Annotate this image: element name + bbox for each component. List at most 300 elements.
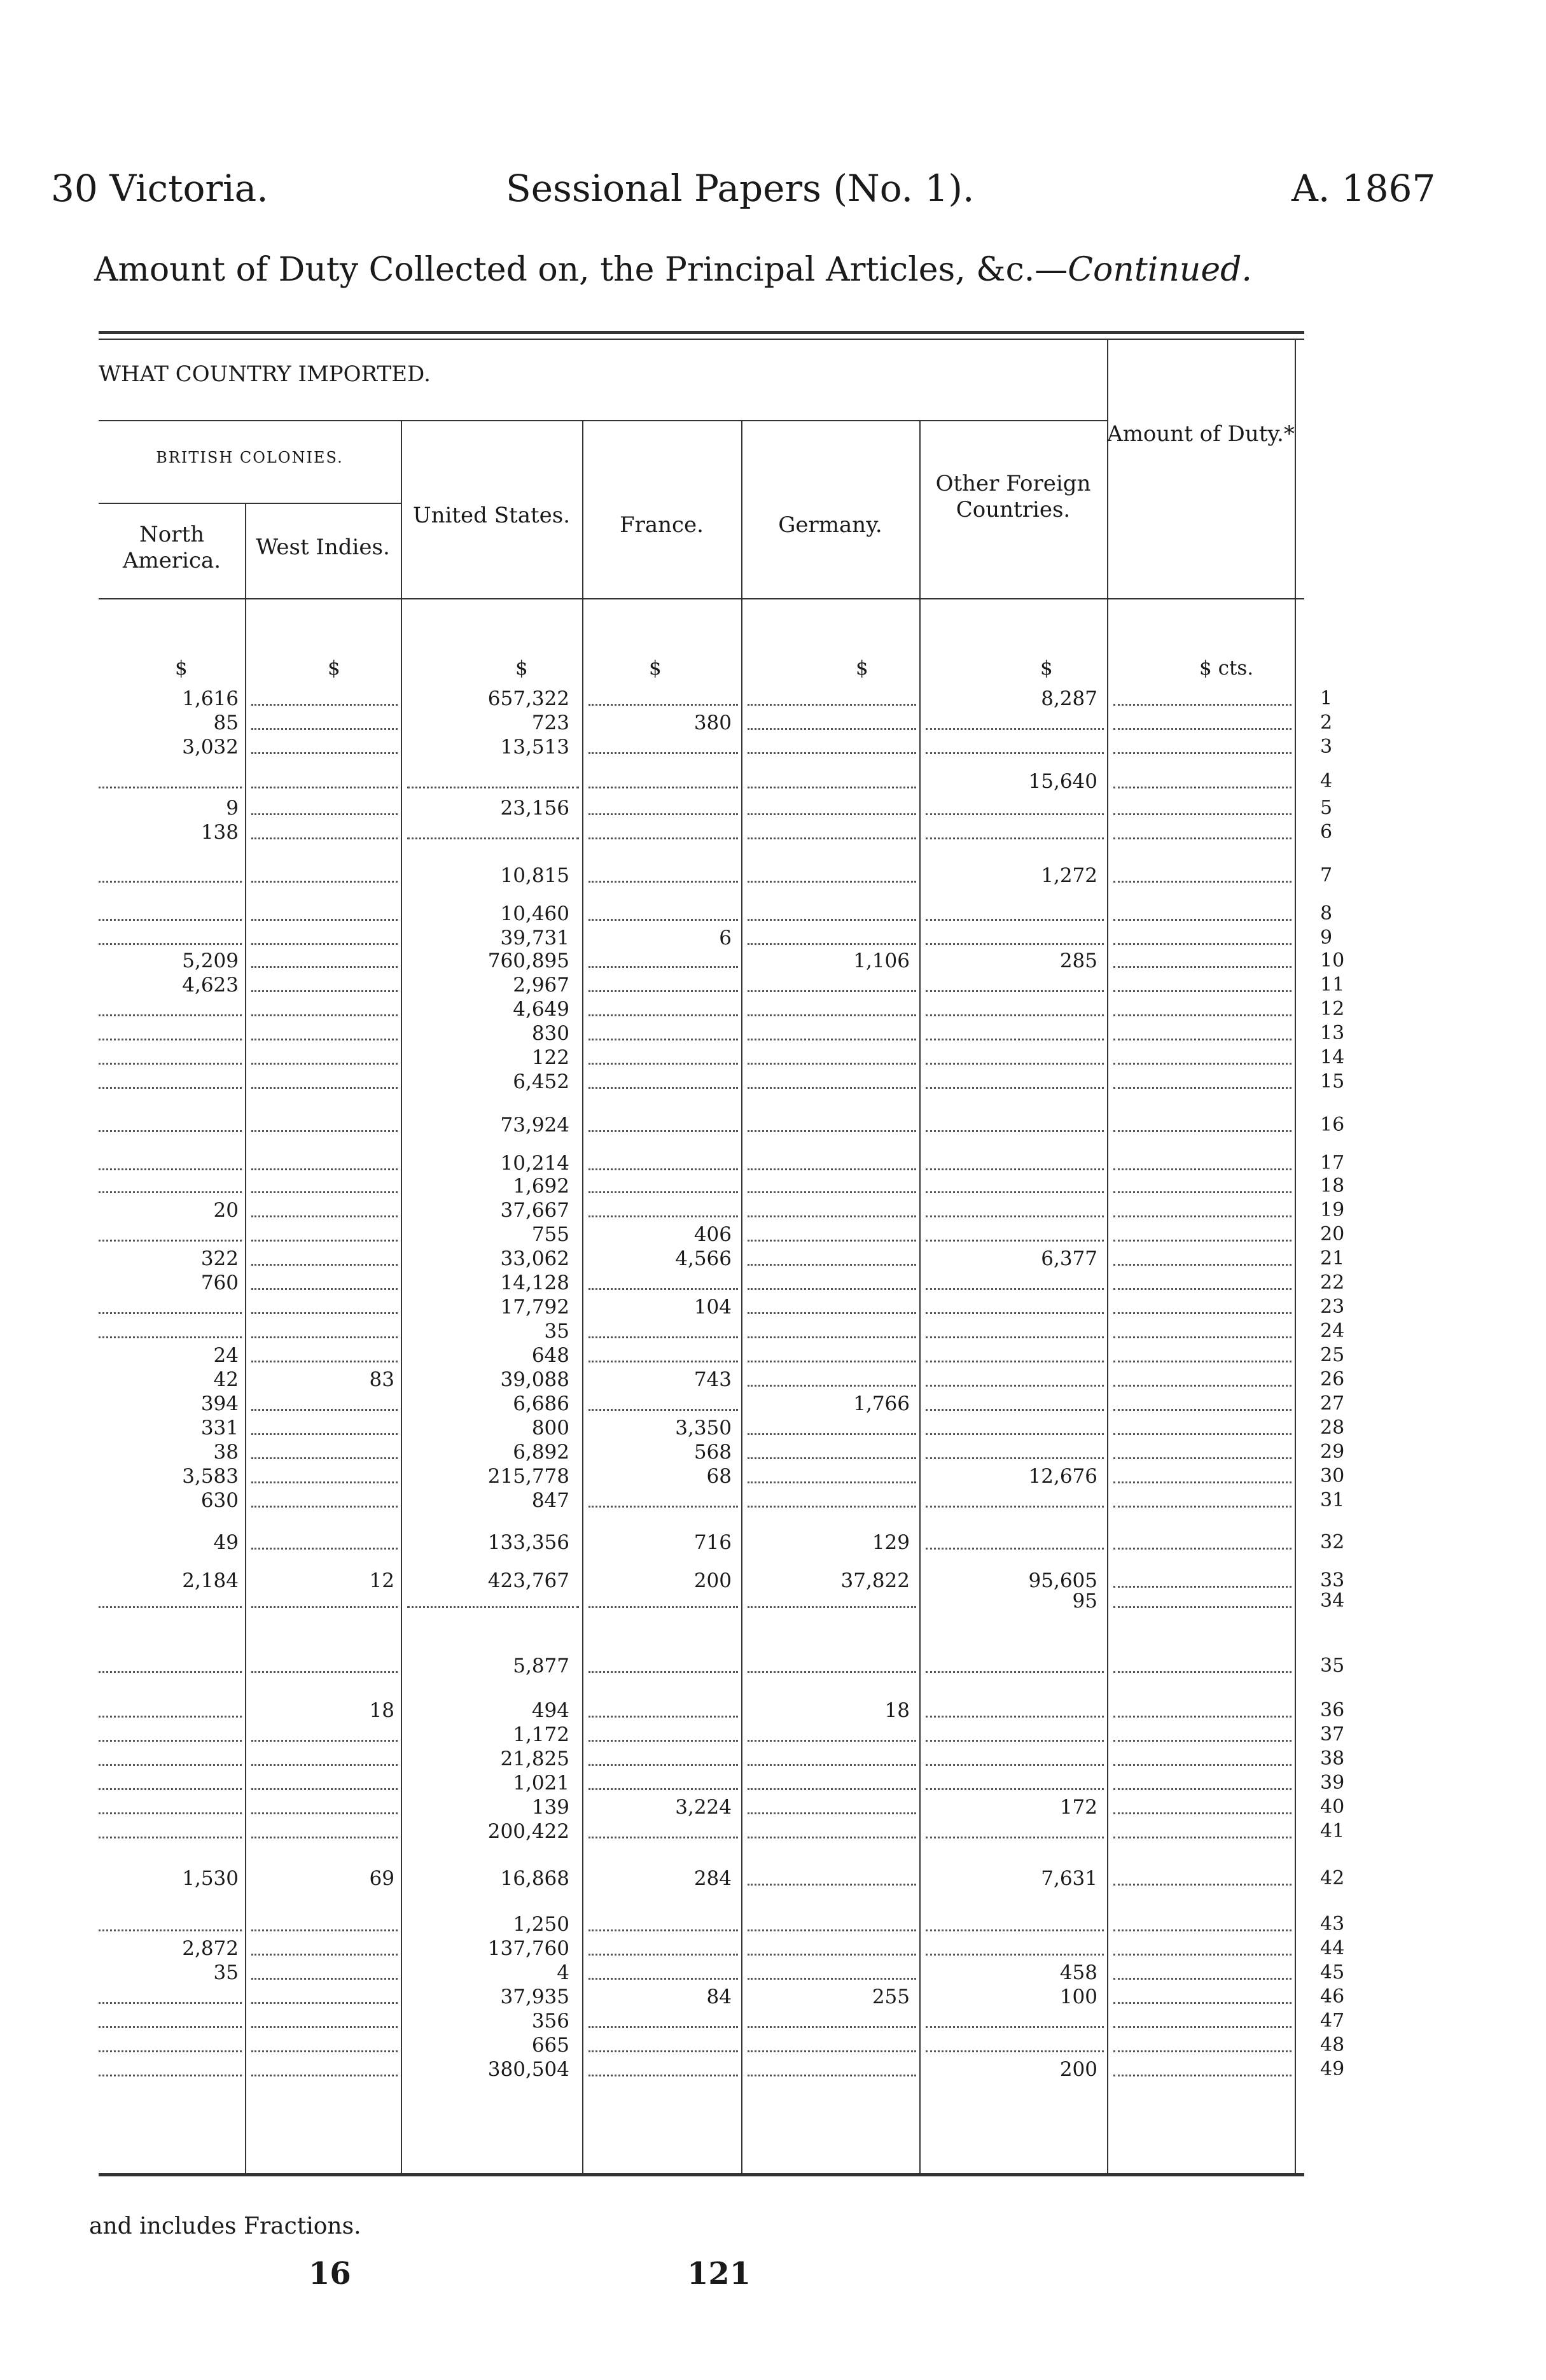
dot-leader	[1113, 2026, 1292, 2028]
cell-na: 85	[213, 711, 239, 734]
dot-leader	[251, 1506, 398, 1508]
cell-wi: 12	[369, 1569, 394, 1592]
cell-na: 331	[200, 1417, 239, 1439]
cell-wi: 18	[369, 1699, 394, 1722]
cell-us: 39,731	[500, 927, 569, 949]
dot-leader	[748, 752, 916, 754]
dot-leader	[588, 1740, 738, 1742]
dot-leader	[926, 2026, 1104, 2028]
subtitle-main: Amount of Duty Collected on, the Principal Articles, &c.—	[94, 251, 1068, 289]
dot-leader	[926, 1168, 1104, 1170]
cell-us: 4	[557, 1961, 569, 1984]
dot-leader	[1113, 1409, 1292, 1411]
dot-leader	[1113, 1130, 1292, 1132]
cell-fr: 3,350	[675, 1417, 732, 1439]
cell-us: 14,128	[500, 1271, 569, 1294]
dot-leader	[926, 1740, 1104, 1742]
cell-us: 39,088	[500, 1368, 569, 1391]
dot-leader	[588, 1336, 738, 1338]
dot-leader	[748, 1087, 916, 1089]
cell-na: 9	[226, 797, 239, 820]
row-number: 48	[1320, 2034, 1345, 2056]
british-colonies-rule	[99, 503, 401, 504]
cell-fr: 6	[719, 927, 732, 949]
duty-table	[99, 331, 1345, 2176]
dot-leader	[588, 2026, 738, 2028]
row-number: 25	[1320, 1344, 1345, 1366]
dot-leader	[748, 1837, 916, 1838]
dot-leader	[1113, 1312, 1292, 1314]
dot-leader	[748, 1978, 916, 1980]
row-number: 43	[1320, 1913, 1345, 1935]
dot-leader	[99, 1837, 242, 1838]
dot-leader	[748, 813, 916, 815]
dot-leader	[1113, 2002, 1292, 2004]
cell-us: 10,214	[500, 1152, 569, 1175]
dot-leader	[748, 1764, 916, 1766]
cell-us: 16,868	[500, 1867, 569, 1890]
dot-leader	[748, 1929, 916, 1931]
row-number: 4	[1320, 770, 1333, 792]
dot-leader	[748, 1457, 916, 1459]
dot-leader	[748, 1385, 916, 1387]
col-header-france: France.	[620, 512, 704, 538]
dot-leader	[588, 1409, 738, 1411]
cell-fr: 4,566	[675, 1247, 732, 1270]
dot-leader	[99, 1606, 242, 1608]
cell-na: 1,530	[182, 1867, 239, 1890]
dot-leader	[748, 1433, 916, 1435]
dot-leader	[926, 1433, 1104, 1435]
cell-us: 17,792	[500, 1296, 569, 1319]
dot-leader	[1113, 1481, 1292, 1483]
dot-leader	[748, 1039, 916, 1040]
dot-leader	[99, 1788, 242, 1790]
dot-leader	[1113, 728, 1292, 730]
dot-leader	[1113, 787, 1292, 788]
cell-ot: 200	[1059, 2058, 1097, 2081]
dot-leader	[926, 1014, 1104, 1016]
cell-ot: 1,272	[1041, 864, 1097, 887]
cell-ot: 458	[1059, 1961, 1097, 1984]
cell-us: 723	[531, 711, 569, 734]
dot-leader	[251, 943, 398, 945]
dot-leader	[1113, 1954, 1292, 1956]
cell-us: 6,452	[513, 1070, 569, 1093]
dot-leader	[588, 813, 738, 815]
dot-leader	[588, 1764, 738, 1766]
dot-leader	[1113, 1240, 1292, 1242]
row-number: 35	[1320, 1655, 1345, 1677]
dot-leader	[748, 704, 916, 706]
cell-ot: 12,676	[1028, 1465, 1097, 1488]
row-number: 36	[1320, 1699, 1345, 1721]
row-number: 1	[1320, 687, 1333, 710]
dot-leader	[748, 2075, 916, 2076]
dot-leader	[926, 1191, 1104, 1193]
dot-leader	[588, 919, 738, 921]
dot-leader	[1113, 1812, 1292, 1814]
row-number: 40	[1320, 1796, 1345, 1818]
dot-leader	[251, 813, 398, 815]
cell-de: 18	[884, 1699, 910, 1722]
dot-leader	[588, 1788, 738, 1790]
dot-leader	[251, 1063, 398, 1065]
row-number: 9	[1320, 927, 1333, 949]
dot-leader	[99, 1929, 242, 1931]
dot-leader	[251, 1312, 398, 1314]
table-top-rule-2	[99, 339, 1304, 340]
dot-leader	[251, 1264, 398, 1266]
group-header-rule	[99, 420, 1107, 421]
dot-leader	[99, 1336, 242, 1338]
col-header-amount: Amount of Duty.*	[1107, 421, 1295, 447]
cell-us: 2,967	[513, 974, 569, 997]
dot-leader	[99, 2075, 242, 2076]
cell-us: 215,778	[487, 1465, 569, 1488]
dot-leader	[1113, 1884, 1292, 1886]
dot-leader	[99, 1740, 242, 1742]
dot-leader	[407, 1606, 579, 1608]
dot-leader	[748, 1288, 916, 1290]
dot-leader	[1113, 1837, 1292, 1838]
cell-de: 1,106	[853, 949, 910, 972]
dot-leader	[251, 1764, 398, 1766]
dot-leader	[251, 966, 398, 968]
col-divider-3	[582, 420, 583, 2173]
dot-leader	[748, 1671, 916, 1673]
dot-leader	[99, 1764, 242, 1766]
dot-leader	[588, 966, 738, 968]
dot-leader	[926, 752, 1104, 754]
page-number-left: 16	[309, 2256, 351, 2292]
dot-leader	[1113, 1716, 1292, 1718]
dot-leader	[748, 1063, 916, 1065]
dot-leader	[1113, 1433, 1292, 1435]
row-number: 32	[1320, 1531, 1345, 1553]
cell-fr: 716	[693, 1531, 732, 1554]
cell-fr: 284	[693, 1867, 732, 1890]
cell-na: 4,623	[182, 974, 239, 997]
cell-us: 356	[531, 2010, 569, 2033]
dot-leader	[748, 881, 916, 883]
dot-leader	[1113, 1671, 1292, 1673]
cell-ot: 95,605	[1028, 1569, 1097, 1592]
dot-leader	[1113, 704, 1292, 706]
row-number: 26	[1320, 1368, 1345, 1390]
cell-na: 322	[200, 1247, 239, 1270]
unit-united-states: $	[515, 657, 528, 680]
dot-leader	[588, 1506, 738, 1508]
dot-leader	[251, 752, 398, 754]
cell-na: 35	[213, 1961, 239, 1984]
dot-leader	[926, 1215, 1104, 1217]
cell-wi: 83	[369, 1368, 394, 1391]
dot-leader	[588, 1606, 738, 1608]
row-number: 15	[1320, 1070, 1345, 1093]
cell-na: 24	[213, 1344, 239, 1367]
cell-us: 37,935	[500, 1985, 569, 2008]
cell-us: 10,815	[500, 864, 569, 887]
dot-leader	[251, 1457, 398, 1459]
row-number: 8	[1320, 902, 1333, 925]
dot-leader	[748, 919, 916, 921]
cell-ot: 100	[1059, 1985, 1097, 2008]
cell-ot: 8,287	[1041, 687, 1097, 710]
col-divider-1	[245, 503, 246, 2173]
dot-leader	[251, 1481, 398, 1483]
cell-fr: 68	[706, 1465, 732, 1488]
dot-leader	[748, 2050, 916, 2052]
dot-leader	[926, 990, 1104, 992]
row-number: 31	[1320, 1489, 1345, 1511]
cell-ot: 6,377	[1041, 1247, 1097, 1270]
cell-us: 6,892	[513, 1441, 569, 1464]
cell-us: 13,513	[500, 736, 569, 759]
dot-leader	[1113, 943, 1292, 945]
dot-leader	[926, 1409, 1104, 1411]
cell-us: 847	[531, 1489, 569, 1512]
dot-leader	[99, 787, 242, 788]
dot-leader	[99, 943, 242, 945]
dot-leader	[588, 1014, 738, 1016]
dot-leader	[1113, 1606, 1292, 1608]
dot-leader	[1113, 990, 1292, 992]
row-number: 13	[1320, 1022, 1345, 1044]
dot-leader	[251, 1812, 398, 1814]
dot-leader	[99, 1671, 242, 1673]
dot-leader	[748, 1264, 916, 1266]
dot-leader	[1113, 1740, 1292, 1742]
dot-leader	[926, 1506, 1104, 1508]
cell-us: 380,504	[487, 2058, 569, 2081]
cell-us: 139	[531, 1796, 569, 1819]
col-divider-2	[401, 420, 402, 2173]
dot-leader	[251, 1929, 398, 1931]
dot-leader	[251, 728, 398, 730]
dot-leader	[588, 1130, 738, 1132]
unit-north-america: $	[175, 657, 188, 680]
dot-leader	[407, 787, 579, 788]
footnote: and includes Fractions.	[89, 2213, 361, 2239]
dot-leader	[1113, 1385, 1292, 1387]
dot-leader	[926, 1764, 1104, 1766]
cell-de: 37,822	[840, 1569, 910, 1592]
cell-us: 33,062	[500, 1247, 569, 1270]
cell-na: 394	[200, 1392, 239, 1415]
dot-leader	[588, 1978, 738, 1980]
dot-leader	[926, 1240, 1104, 1242]
col-header-united-states: United States.	[412, 503, 571, 528]
cell-us: 73,924	[500, 1114, 569, 1137]
cell-na: 2,872	[182, 1937, 239, 1960]
dot-leader	[748, 1606, 916, 1608]
dot-leader	[99, 1063, 242, 1065]
dot-leader	[1113, 813, 1292, 815]
cell-us: 755	[531, 1223, 569, 1246]
cell-na: 1,616	[182, 687, 239, 710]
dot-leader	[99, 881, 242, 883]
row-number: 44	[1320, 1937, 1345, 1959]
dot-leader	[588, 787, 738, 788]
dot-leader	[1113, 1264, 1292, 1266]
dot-leader	[251, 1606, 398, 1608]
cell-us: 423,767	[487, 1569, 569, 1592]
cell-wi: 69	[369, 1867, 394, 1890]
dot-leader	[748, 1130, 916, 1132]
dot-leader	[748, 1954, 916, 1956]
cell-ot: 95	[1072, 1590, 1097, 1613]
dot-leader	[251, 1240, 398, 1242]
dot-leader	[251, 919, 398, 921]
cell-us: 494	[531, 1699, 569, 1722]
dot-leader	[926, 2050, 1104, 2052]
dot-leader	[99, 2050, 242, 2052]
dot-leader	[588, 1361, 738, 1362]
cell-us: 200,422	[487, 1820, 569, 1843]
dot-leader	[926, 837, 1104, 839]
dot-leader	[926, 1929, 1104, 1931]
dot-leader	[748, 1240, 916, 1242]
dot-leader	[251, 1409, 398, 1411]
dot-leader	[926, 813, 1104, 815]
row-number: 14	[1320, 1046, 1345, 1068]
dot-leader	[251, 1087, 398, 1089]
col-divider-7	[1295, 339, 1296, 2173]
cell-fr: 3,224	[675, 1796, 732, 1819]
dot-leader	[748, 1336, 916, 1338]
cell-us: 1,021	[513, 1772, 569, 1795]
cell-fr: 406	[693, 1223, 732, 1246]
cell-na: 3,032	[182, 736, 239, 759]
dot-leader	[588, 881, 738, 883]
dot-leader	[251, 1168, 398, 1170]
cell-fr: 84	[706, 1985, 732, 2008]
cell-na: 3,583	[182, 1465, 239, 1488]
dot-leader	[926, 1385, 1104, 1387]
dot-leader	[1113, 1548, 1292, 1550]
dot-leader	[99, 2026, 242, 2028]
row-number: 21	[1320, 1247, 1345, 1270]
dot-leader	[251, 1361, 398, 1362]
dot-leader	[1113, 881, 1292, 883]
dot-leader	[926, 1457, 1104, 1459]
dot-leader	[251, 1288, 398, 1290]
row-number: 18	[1320, 1175, 1345, 1197]
dot-leader	[926, 728, 1104, 730]
row-number: 27	[1320, 1392, 1345, 1415]
dot-leader	[1113, 1039, 1292, 1040]
dot-leader	[99, 1812, 242, 1814]
dot-leader	[1113, 1063, 1292, 1065]
col-header-west-indies: West Indies.	[256, 535, 390, 560]
unit-amount: $ cts.	[1199, 657, 1254, 680]
dot-leader	[251, 2050, 398, 2052]
cell-us: 133,356	[487, 1531, 569, 1554]
dot-leader	[99, 1240, 242, 1242]
header-center: Sessional Papers (No. 1).	[506, 167, 975, 210]
dot-leader	[1113, 1361, 1292, 1362]
row-number: 22	[1320, 1271, 1345, 1294]
dot-leader	[1113, 1014, 1292, 1016]
dot-leader	[588, 1087, 738, 1089]
cell-de: 255	[872, 1985, 910, 2008]
dot-leader	[926, 1288, 1104, 1290]
dot-leader	[588, 1954, 738, 1956]
row-number: 30	[1320, 1465, 1345, 1487]
dot-leader	[99, 1312, 242, 1314]
cell-us: 37,667	[500, 1199, 569, 1222]
cell-na: 38	[213, 1441, 239, 1464]
row-number: 47	[1320, 2010, 1345, 2032]
dot-leader	[588, 704, 738, 706]
cell-ot: 285	[1059, 949, 1097, 972]
table-subtitle	[94, 251, 1252, 289]
dot-leader	[926, 1837, 1104, 1838]
row-number: 5	[1320, 797, 1333, 819]
cell-na: 20	[213, 1199, 239, 1222]
dot-leader	[99, 1130, 242, 1132]
cell-us: 657,322	[487, 687, 569, 710]
dot-leader	[588, 1215, 738, 1217]
row-number: 38	[1320, 1747, 1345, 1770]
dot-leader	[99, 1039, 242, 1040]
dot-leader	[926, 1954, 1104, 1956]
cell-us: 122	[531, 1046, 569, 1069]
row-number: 41	[1320, 1820, 1345, 1842]
dot-leader	[1113, 2075, 1292, 2076]
row-number: 37	[1320, 1723, 1345, 1746]
cell-fr: 104	[693, 1296, 732, 1319]
cell-na: 49	[213, 1531, 239, 1554]
dot-leader	[926, 1087, 1104, 1089]
dot-leader	[748, 1191, 916, 1193]
dot-leader	[926, 919, 1104, 921]
cell-us: 21,825	[500, 1747, 569, 1770]
dot-leader	[1113, 1978, 1292, 1980]
dot-leader	[1113, 1788, 1292, 1790]
dot-leader	[251, 881, 398, 883]
row-number: 10	[1320, 949, 1345, 972]
dot-leader	[748, 1312, 916, 1314]
dot-leader	[1113, 837, 1292, 839]
cell-us: 1,250	[513, 1913, 569, 1936]
dot-leader	[1113, 2050, 1292, 2052]
cell-us: 1,692	[513, 1175, 569, 1198]
dot-leader	[251, 990, 398, 992]
cell-us: 1,172	[513, 1723, 569, 1746]
dot-leader	[407, 837, 579, 839]
dot-leader	[748, 990, 916, 992]
cell-na: 630	[200, 1489, 239, 1512]
row-number: 24	[1320, 1320, 1345, 1342]
dot-leader	[926, 1548, 1104, 1550]
dot-leader	[1113, 1087, 1292, 1089]
dot-leader	[1113, 1457, 1292, 1459]
dot-leader	[251, 787, 398, 788]
cell-fr: 743	[693, 1368, 732, 1391]
cell-de: 1,766	[853, 1392, 910, 1415]
dot-leader	[748, 1168, 916, 1170]
header-right: A. 1867	[1292, 167, 1436, 210]
dot-leader	[99, 1014, 242, 1016]
unit-france: $	[649, 657, 662, 680]
row-number: 11	[1320, 974, 1345, 996]
header-bottom-rule	[99, 598, 1304, 599]
cell-us: 648	[531, 1344, 569, 1367]
dot-leader	[251, 1671, 398, 1673]
page-number-center: 121	[687, 2256, 751, 2292]
